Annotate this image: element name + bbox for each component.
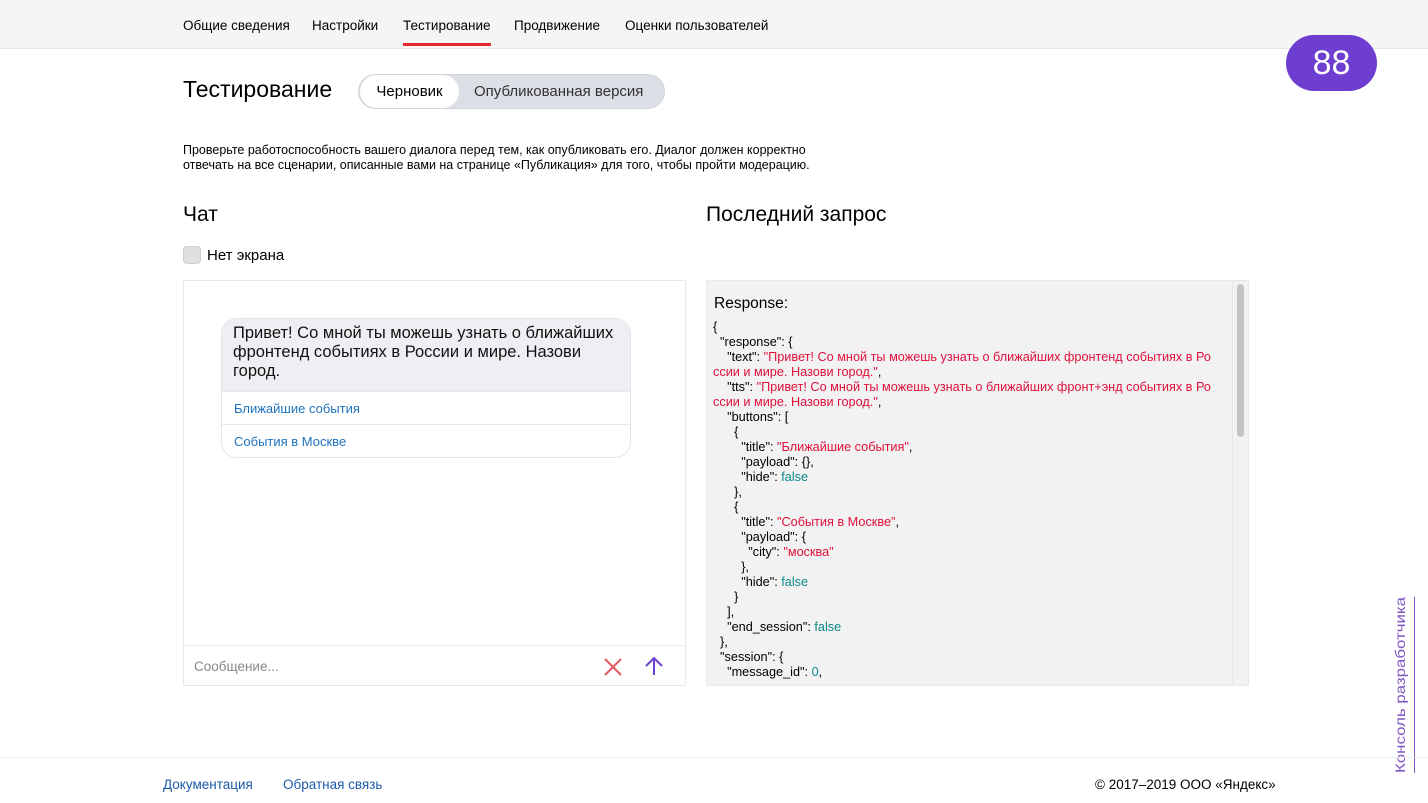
json-city-value: "москва" [783, 545, 834, 559]
last-request-panel [706, 280, 1249, 686]
page-title: Тестирование [183, 76, 333, 102]
intro-line: отвечать на все сценарии, описанные вами на странице «Публикация» для того, чтобы пройти модерацию. [183, 158, 810, 172]
json-button-hide: false [781, 575, 809, 589]
draft-version-option[interactable]: Черновик [360, 75, 459, 108]
json-button-payload: {} [801, 455, 811, 469]
json-text-value: "Привет! Со мной ты можешь узнать о ближайших фронтенд событиях в Ро [763, 350, 1211, 364]
response-json: { "response": { "text": "Привет! Со мной ты можешь узнать о ближайших фронтенд событиях в Ро ссии и мире. Назови город.", "tts": "Привет! Со мной ты можешь узнать о ближайших фронт+энд событиях в Ро ссии и мире. Назови город.", "buttons": [ { "title": "Ближайшие события", "payload": {}, "hide": false }, { "title": "События в Москве", "payload": { "city": "москва" }, "hide": false } ], "end_session": false }, "session": { "message_id": 0, [713, 320, 1211, 679]
message-input[interactable] [194, 654, 594, 678]
version-switch [358, 74, 665, 109]
tab-settings[interactable]: Настройки [312, 18, 379, 33]
side-divider [1414, 597, 1415, 773]
tab-general-info[interactable]: Общие сведения [183, 18, 290, 33]
slide-number-badge: 88 [1286, 35, 1377, 91]
chat-input-bar [184, 645, 685, 686]
json-scrollbar[interactable] [1232, 281, 1248, 686]
intro-text [183, 143, 883, 173]
json-button-title: "События в Москве" [777, 515, 896, 529]
tab-user-ratings[interactable]: Оценки пользователей [625, 18, 769, 33]
json-text-value: ссии и мире. Назови город." [713, 365, 878, 379]
last-request-heading: Последний запрос [706, 203, 887, 226]
close-icon [602, 656, 624, 678]
chat-message-text: Привет! Со мной ты можешь узнать о ближайших фронтенд событиях в России и мире. Назови город. [222, 319, 630, 391]
intro-line: Проверьте работоспособность вашего диалога перед тем, как опубликовать его. Диалог должен корректно [183, 143, 806, 157]
no-screen-checkbox[interactable] [183, 245, 284, 265]
published-version-option[interactable]: Опубликованная версия [474, 83, 644, 100]
no-screen-label: Нет экрана [207, 246, 285, 264]
tab-promotion[interactable]: Продвижение [514, 18, 601, 33]
copyright: © 2017–2019 ООО «Яндекс» [1095, 777, 1276, 792]
footer-divider [0, 757, 1428, 758]
tab-testing[interactable]: Тестирование [403, 18, 491, 33]
suggest-button-nearest-events[interactable]: Ближайшие события [222, 391, 630, 424]
side-label-text: Консоль разработчика [1392, 626, 1408, 773]
json-tts-value: ссии и мире. Назови город." [713, 395, 878, 409]
side-label [1392, 597, 1410, 773]
json-tts-value: "Привет! Со мной ты можешь узнать о ближайших фронт+энд событиях в Ро [756, 380, 1211, 394]
chat-panel [183, 280, 686, 686]
response-label: Response: [714, 295, 789, 312]
documentation-link[interactable]: Документация [163, 777, 253, 792]
chat-message-bubble [221, 318, 631, 458]
json-message-id: 0 [811, 665, 819, 679]
clear-chat-button[interactable] [602, 656, 624, 678]
json-button-hide: false [781, 470, 809, 484]
json-button-title: "Ближайшие события" [777, 440, 909, 454]
send-button[interactable] [643, 655, 665, 677]
arrow-up-icon [643, 655, 665, 677]
chat-heading: Чат [183, 203, 218, 226]
feedback-link[interactable]: Обратная связь [283, 777, 383, 792]
json-end-session: false [814, 620, 842, 634]
scrollbar-thumb[interactable] [1237, 284, 1244, 437]
suggest-button-moscow-events[interactable]: События в Москве [222, 424, 630, 457]
checkbox-box[interactable] [183, 246, 201, 264]
top-navigation [0, 0, 1428, 49]
